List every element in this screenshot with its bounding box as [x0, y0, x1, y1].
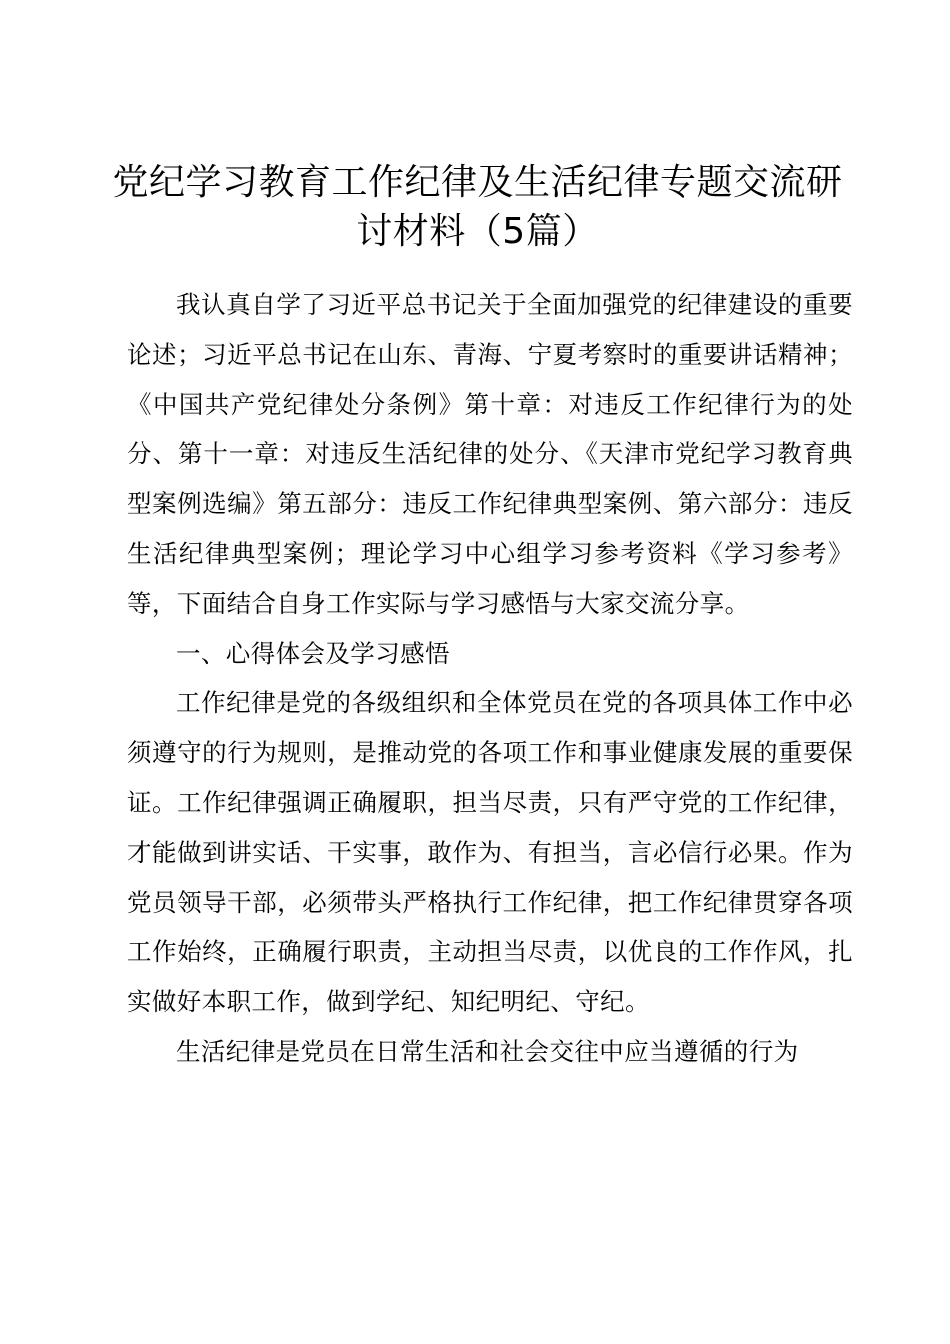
work-discipline-paragraph: 工作纪律是党的各级组织和全体党员在党的各项具体工作中必须遵守的行为规则，是推动党的各项工作和事业健康发展的重要保证。工作纪律强调正确履职，担当尽责，只有严守党的工作纪律，才能做到讲实话、干实事，敢作为、有担当，言必信行必果。作为党员领导干部，必须带头严格执行工作纪律，把工作纪律贯穿各项工作始终，正确履行职责，主动担当尽责，以优良的工作作风，扎实做好本职工作，做到学纪、知纪明纪、守纪。	[127, 688, 853, 1017]
intro-paragraph: 我认真自学了习近平总书记关于全面加强党的纪律建设的重要论述；习近平总书记在山东、青海、宁夏考察时的重要讲话精神；《中国共产党纪律处分条例》第十章：对违反工作纪律行为的处分、第十一章：对违反生活纪律的处分、《天津市党纪学习教育典型案例选编》第五部分：违反工作纪律典型案例、第六部分：违反生活纪律典型案例；理论学习中心组学习参考资料《学习参考》等，下面结合自身工作实际与学习感悟与大家交流分享。	[127, 290, 853, 618]
life-discipline-paragraph: 生活纪律是党员在日常生活和社会交往中应当遵循的行为	[176, 1036, 799, 1066]
section-heading: 一、心得体会及学习感悟	[176, 638, 450, 668]
document-title: 党纪学习教育工作纪律及生活纪律专题交流研讨材料（5篇）	[112, 162, 843, 252]
document-body	[127, 280, 853, 1077]
